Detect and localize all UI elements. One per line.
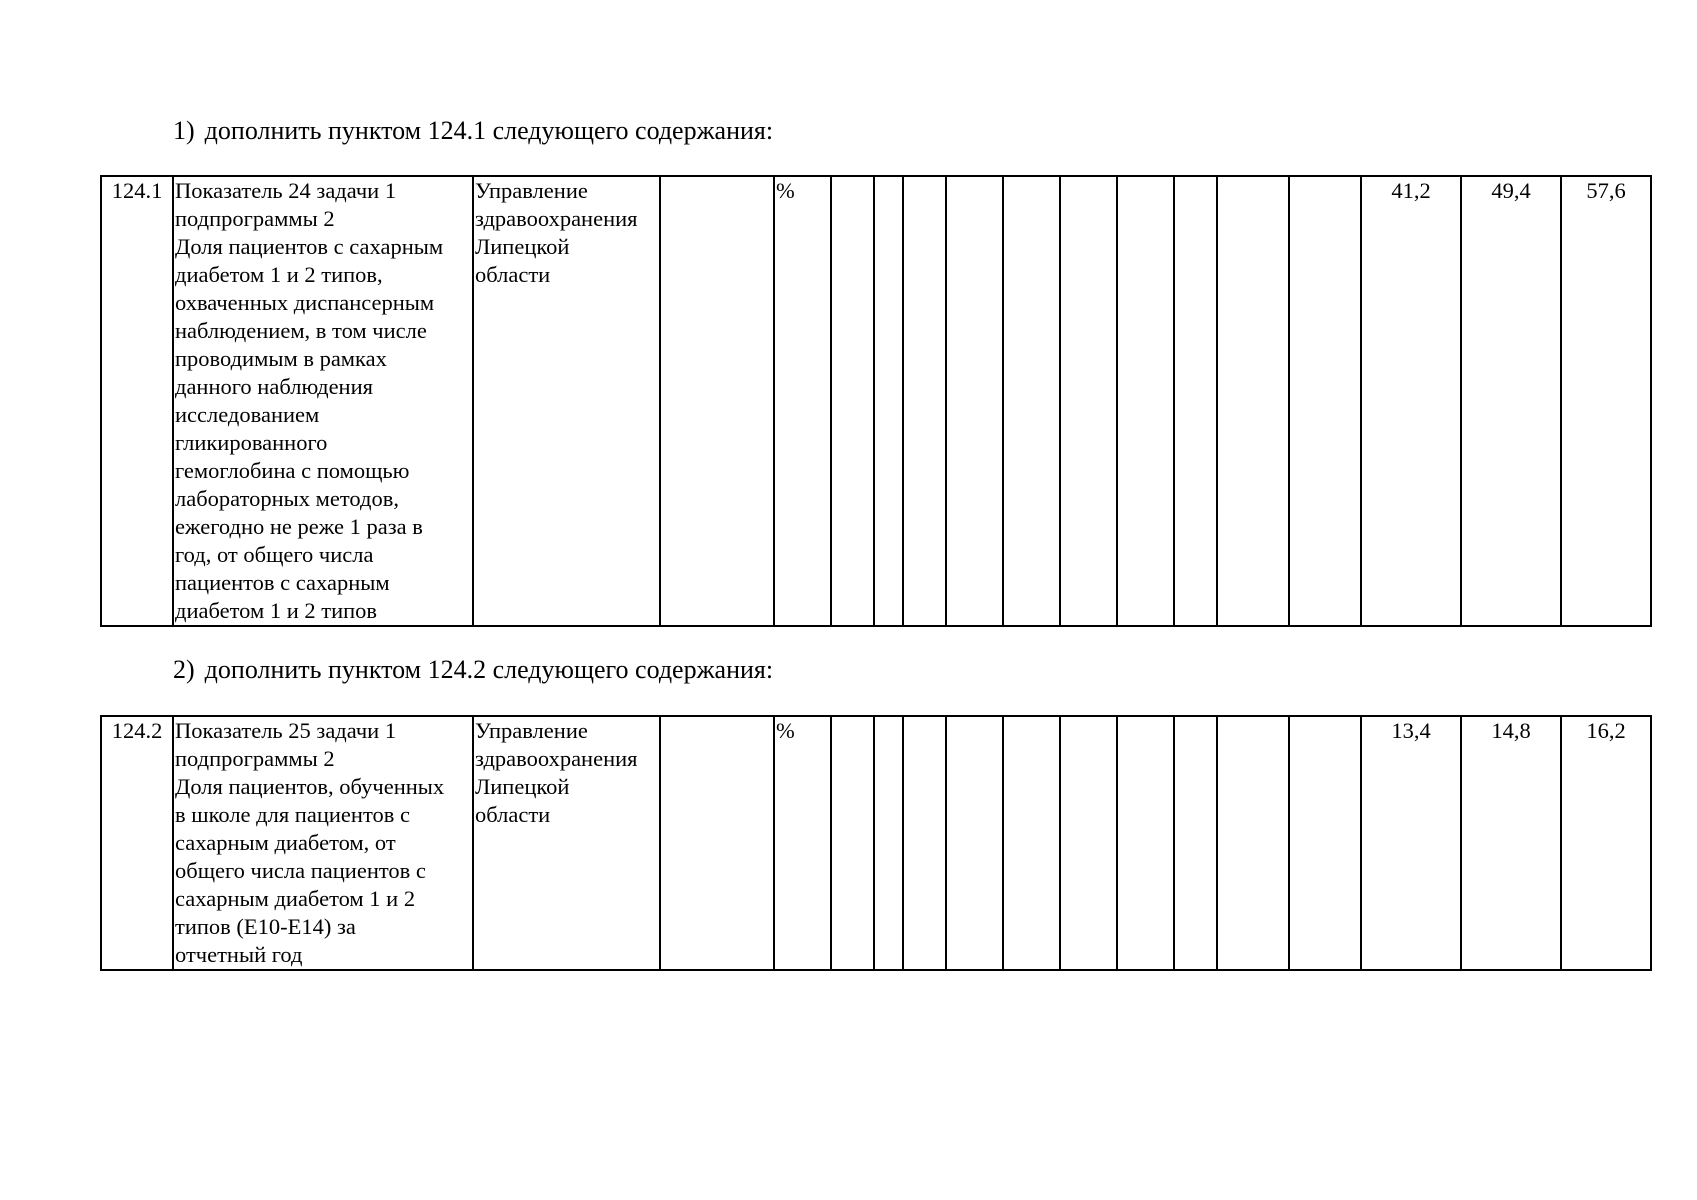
indicator-line: диабетом 1 и 2 типов (175, 598, 378, 623)
table-row (101, 716, 1651, 970)
empty-cell (874, 716, 903, 970)
indicator-line: охваченных диспансерным (175, 290, 435, 315)
empty-cell (1289, 176, 1361, 626)
executor-line: Управление (475, 718, 588, 743)
empty-cell (1217, 176, 1289, 626)
table-row (101, 176, 1651, 626)
row-number-cell: 124.2 (101, 716, 173, 970)
indicator-line: Показатель 24 задачи 1 (175, 178, 397, 203)
section-2-heading (173, 655, 773, 685)
indicator-line: гемоглобина с помощью (175, 458, 410, 483)
indicator-line: гликированного (175, 430, 328, 455)
indicator-line: Доля пациентов, обученных (175, 774, 445, 799)
unit-cell: % (774, 716, 831, 970)
executor-line: Управление (475, 178, 588, 203)
indicator-line: Доля пациентов с сахарным (175, 234, 444, 259)
executor-line: Липецкой (475, 774, 570, 799)
indicator-line: сахарным диабетом 1 и 2 (175, 886, 416, 911)
empty-cell (946, 176, 1003, 626)
indicator-line: лабораторных методов, (175, 486, 399, 511)
empty-cell (1217, 716, 1289, 970)
value-cell: 14,8 (1461, 716, 1561, 970)
indicator-table-124-1 (100, 175, 1652, 627)
empty-cell (660, 716, 774, 970)
empty-cell (1117, 176, 1174, 626)
indicator-cell (173, 716, 473, 970)
empty-cell (1174, 716, 1217, 970)
value-cell: 16,2 (1561, 716, 1651, 970)
value-cell: 57,6 (1561, 176, 1651, 626)
indicator-cell (173, 176, 473, 626)
executor-line: области (475, 262, 551, 287)
indicator-line: проводимым в рамках (175, 346, 387, 371)
indicator-line: данного наблюдения (175, 374, 373, 399)
row-number-cell: 124.1 (101, 176, 173, 626)
empty-cell (1174, 176, 1217, 626)
indicator-line: пациентов с сахарным (175, 570, 390, 595)
section-2-heading-text: дополнить пунктом 124.2 следующего содержания: (204, 655, 774, 684)
executor-cell (473, 176, 660, 626)
indicator-line: диабетом 1 и 2 типов, (175, 262, 383, 287)
value-cell: 13,4 (1361, 716, 1461, 970)
empty-cell (1003, 716, 1060, 970)
empty-cell (831, 176, 874, 626)
empty-cell (1060, 176, 1117, 626)
indicator-line: исследованием (175, 402, 320, 427)
indicator-line: сахарным диабетом, от (175, 830, 396, 855)
empty-cell (1003, 176, 1060, 626)
indicator-line: типов (E10-E14) за (175, 914, 356, 939)
section-1-heading (173, 116, 773, 146)
indicator-line: подпрограммы 2 (175, 206, 335, 231)
executor-line: области (475, 802, 551, 827)
indicator-line: Показатель 25 задачи 1 (175, 718, 397, 743)
empty-cell (1060, 716, 1117, 970)
executor-line: здравоохранения (475, 206, 638, 231)
empty-cell (903, 176, 946, 626)
unit-cell: % (774, 176, 831, 626)
indicator-line: подпрограммы 2 (175, 746, 335, 771)
empty-cell (903, 716, 946, 970)
empty-cell (660, 176, 774, 626)
indicator-line: в школе для пациентов с (175, 802, 410, 827)
empty-cell (946, 716, 1003, 970)
section-1-heading-text: дополнить пунктом 124.1 следующего содержания: (204, 116, 774, 145)
indicator-line: ежегодно не реже 1 раза в (175, 514, 423, 539)
section-1-heading-number: 1) (173, 116, 195, 145)
empty-cell (1289, 716, 1361, 970)
empty-cell (1117, 716, 1174, 970)
indicator-line: общего числа пациентов с (175, 858, 426, 883)
executor-cell (473, 716, 660, 970)
value-cell: 41,2 (1361, 176, 1461, 626)
empty-cell (874, 176, 903, 626)
section-2-heading-number: 2) (173, 655, 195, 684)
value-cell: 49,4 (1461, 176, 1561, 626)
indicator-table-124-2 (100, 715, 1652, 971)
executor-line: Липецкой (475, 234, 570, 259)
executor-line: здравоохранения (475, 746, 638, 771)
empty-cell (831, 716, 874, 970)
indicator-line: отчетный год (175, 942, 303, 967)
indicator-line: год, от общего числа (175, 542, 374, 567)
indicator-line: наблюдением, в том числе (175, 318, 427, 343)
